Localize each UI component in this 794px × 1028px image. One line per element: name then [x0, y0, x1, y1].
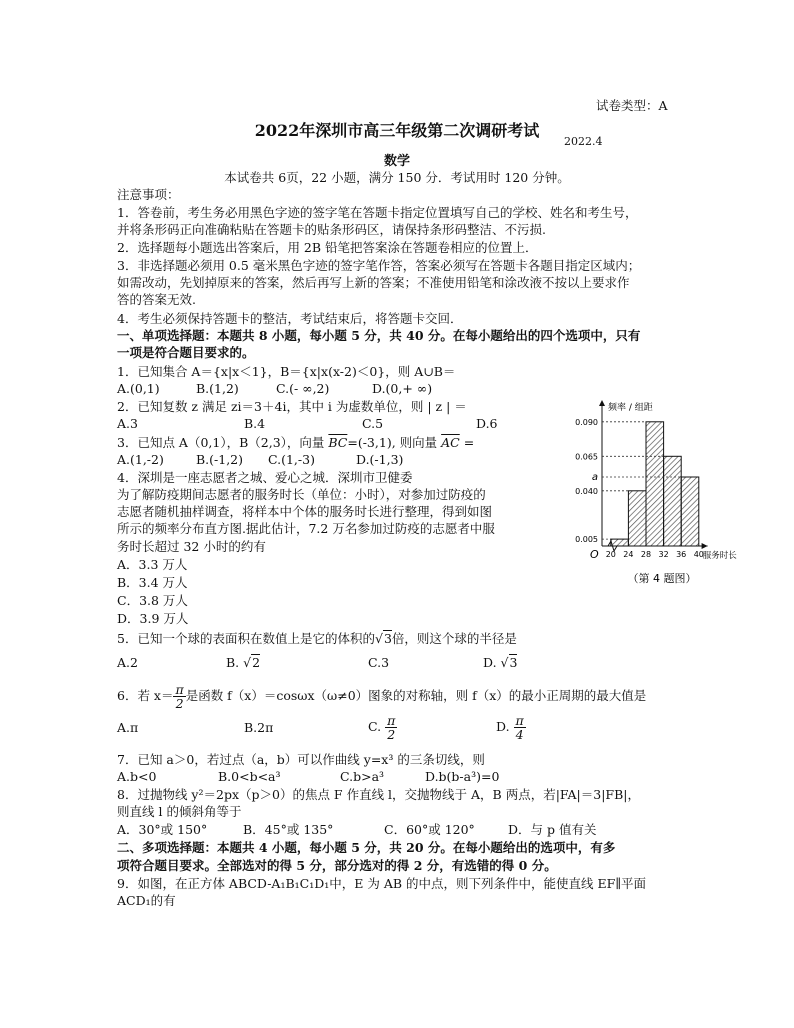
q4-line-1: 4．深圳是一座志愿者之城、爱心之城．深圳市卫健委: [117, 470, 413, 485]
chart-caption: （第 4 题图）: [627, 572, 697, 585]
histogram-bar: [611, 539, 629, 546]
q2-option-c: C.5: [362, 416, 384, 431]
vector-ac: $\overline{AC}$: [441, 435, 460, 450]
q4-option-a: A．3.3 万人: [117, 557, 188, 572]
paper-type: 试卷类型：A: [596, 98, 668, 113]
q3-option-d: D.(-1,3): [356, 452, 404, 467]
note-3b: 如需改动，先划掉原来的答案，然后再写上新的答案；不准使用铅笔和涂改液不按以上要求作: [117, 275, 630, 290]
q3-option-a: A.(1,-2): [117, 452, 164, 467]
q5-stem: 5．已知一个球的表面积在数值上是它的体积的√3倍，则这个球的半径是: [117, 631, 517, 646]
q3-option-c: C.(1,-3): [268, 452, 315, 467]
y-tick-label: a: [591, 472, 598, 483]
q6-option-c: C. $\frac{\pi}{2}$: [368, 713, 396, 742]
origin-label: O: [590, 548, 599, 561]
section2-heading-a: 二、多项选择题：本题共 4 小题，每小题 5 分，共 20 分。在每小题给出的选项中，有多: [117, 840, 616, 855]
q7-option-a: A.b<0: [117, 769, 157, 784]
section1-heading-b: 一项是符合题目要求的。: [117, 345, 255, 360]
q1-option-b: B.(1,2): [196, 381, 239, 396]
histogram-bar: [664, 456, 682, 546]
q9-stem-b: ACD₁的有: [117, 893, 176, 908]
q7-option-b: B.0<b<a³: [218, 769, 281, 784]
exam-intro: 本试卷共 6页，22 小题，满分 150 分．考试用时 120 分钟。: [224, 170, 570, 185]
q1-option-d: D.(0,+ ∞): [372, 381, 433, 396]
exam-date: 2022.4: [564, 135, 603, 148]
q6-option-b: B.2π: [244, 720, 274, 735]
q8-stem-a: 8．过抛物线 y²＝2px（p＞0）的焦点 F 作直线 l，交抛物线于 A，B 两点，若|FA|＝3|FB|，: [117, 787, 640, 802]
q4-line-4: 所示的频率分布直方图.据此估计，7.2 万名参加过防疫的志愿者中服: [117, 521, 495, 536]
note-2: 2．选择题每小题选出答案后，用 2B 铅笔把答案涂在答题卷相应的位置上．: [117, 240, 538, 255]
q6-option-a: A.π: [117, 720, 139, 735]
histogram-bar: [646, 422, 664, 546]
y-axis-label: 频率 / 组距: [608, 403, 653, 413]
subject-title: 数学: [383, 154, 410, 169]
x-tick-label: 20: [605, 550, 616, 559]
x-tick-label: 28: [640, 550, 652, 559]
q2-option-b: B.4: [244, 416, 266, 431]
q8-option-d: D．与 p 值有关: [508, 822, 597, 837]
q4-option-d: D．3.9 万人: [117, 611, 189, 626]
q1-option-a: A.(0,1): [117, 381, 160, 396]
y-tick-label: 0.005: [575, 535, 598, 545]
x-axis-label: 服务时长: [702, 551, 737, 561]
q2-option-d: D.6: [476, 416, 498, 431]
q8-option-b: B．45°或 135°: [243, 822, 334, 837]
q3-stem: 3．已知点 A（0,1），B（2,3），向量 $\overline{BC}=(-3,1)$, 则向量 $\overline{AC}$ =: [117, 435, 475, 450]
y-tick-label: 0.065: [575, 452, 598, 462]
section2-heading-b: 项符合题目要求。全部选对的得 5 分，部分选对的得 2 分，有选错的得 0 分。: [117, 858, 557, 873]
q9-stem-a: 9．如图，在正方体 ABCD-A₁B₁C₁D₁中，E 为 AB 的中点，则下列条件中，能使直线 EF∥平面: [117, 876, 647, 891]
note-3c: 答的答案无效.: [117, 292, 196, 307]
q4-option-c: C．3.8 万人: [117, 593, 188, 608]
q2-stem: 2．已知复数 z 满足 zi＝3＋4i，其中 i 为虚数单位，则 | z | ＝: [117, 399, 467, 414]
q5-option-b: B. √2: [226, 655, 261, 670]
q1-option-c: C.(- ∞,2): [276, 381, 330, 396]
q3-option-b: B.(-1,2): [196, 452, 244, 467]
q1-stem: 1．已知集合 A＝{x|x＜1}，B＝{x|x(x-2)＜0}，则 A∪B＝: [117, 364, 456, 379]
q4-line-3: 志愿者随机抽样调查，将样本中个体的服务时长进行整理，得到如图: [117, 504, 493, 519]
exam-title: 2022年深圳市高三年级第二次调研考试: [254, 121, 540, 140]
x-axis-arrow: [702, 543, 708, 549]
q6-stem: 6．若 x＝ $\frac{\pi}{2}$ 是函数 f（x）＝cosωx（ω≠0）图象的对称轴，则 f（x）的最小正周期的最大值是: [117, 682, 647, 711]
q7-option-d: D.b(b-a³)=0: [425, 769, 500, 784]
q5-option-a: A.2: [117, 655, 138, 670]
y-tick-label: 0.040: [575, 486, 598, 496]
vector-bc: $\overline{BC}$: [328, 435, 348, 450]
q5-option-d: D. √3: [483, 655, 518, 670]
note-1b: 并将条形码正向准确粘贴在答题卡的贴条形码区，请保持条形码整洁、不污损.: [117, 222, 546, 237]
fraction-pi-over-2: $\frac{\pi}{2}$: [175, 682, 184, 711]
note-1a: 1．答卷前，考生务必用黑色字迹的签字笔在答题卡指定位置填写自己的学校、姓名和考生号，: [117, 205, 638, 220]
notes-heading: 注意事项：: [117, 187, 180, 202]
frequency-histogram: [538, 398, 792, 590]
histogram-bar: [628, 491, 646, 546]
q4-option-b: B．3.4 万人: [117, 575, 188, 590]
histogram-bar: [681, 477, 699, 546]
q8-option-c: C．60°或 120°: [384, 822, 475, 837]
section1-heading-a: 一、单项选择题：本题共 8 小题，每小题 5 分，共 40 分。在每小题给出的四个选项中，只有: [117, 328, 641, 343]
y-tick-label: 0.090: [575, 417, 598, 427]
x-tick-label: 40: [693, 550, 704, 559]
q8-option-a: A．30°或 150°: [117, 822, 208, 837]
q2-option-a: A.3: [117, 416, 138, 431]
note-4: 4．考生必须保持答题卡的整洁，考试结束后，将答题卡交回．: [117, 311, 463, 326]
q8-stem-b: 则直线 l 的倾斜角等于: [117, 804, 242, 819]
x-tick-label: 24: [623, 550, 634, 559]
q7-option-c: C.b>a³: [340, 769, 385, 784]
y-axis-arrow: [599, 400, 605, 406]
q4-line-5: 务时长超过 32 小时的约有: [117, 539, 266, 554]
x-tick-label: 36: [676, 550, 687, 559]
x-tick-label: 32: [658, 550, 669, 559]
q4-line-2: 为了解防疫期间志愿者的服务时长（单位：小时），对参加过防疫的: [117, 487, 486, 502]
note-3a: 3．非选择题必须用 0.5 毫米黑色字迹的签字笔作答，答案必须写在答题卡各题目指定区域内；: [117, 258, 641, 273]
q7-stem: 7．已知 a＞0，若过点（a，b）可以作曲线 y=x³ 的三条切线，则: [117, 752, 485, 767]
q5-option-c: C.3: [368, 655, 390, 670]
q6-option-d: D. $\frac{\pi}{4}$: [496, 713, 524, 742]
